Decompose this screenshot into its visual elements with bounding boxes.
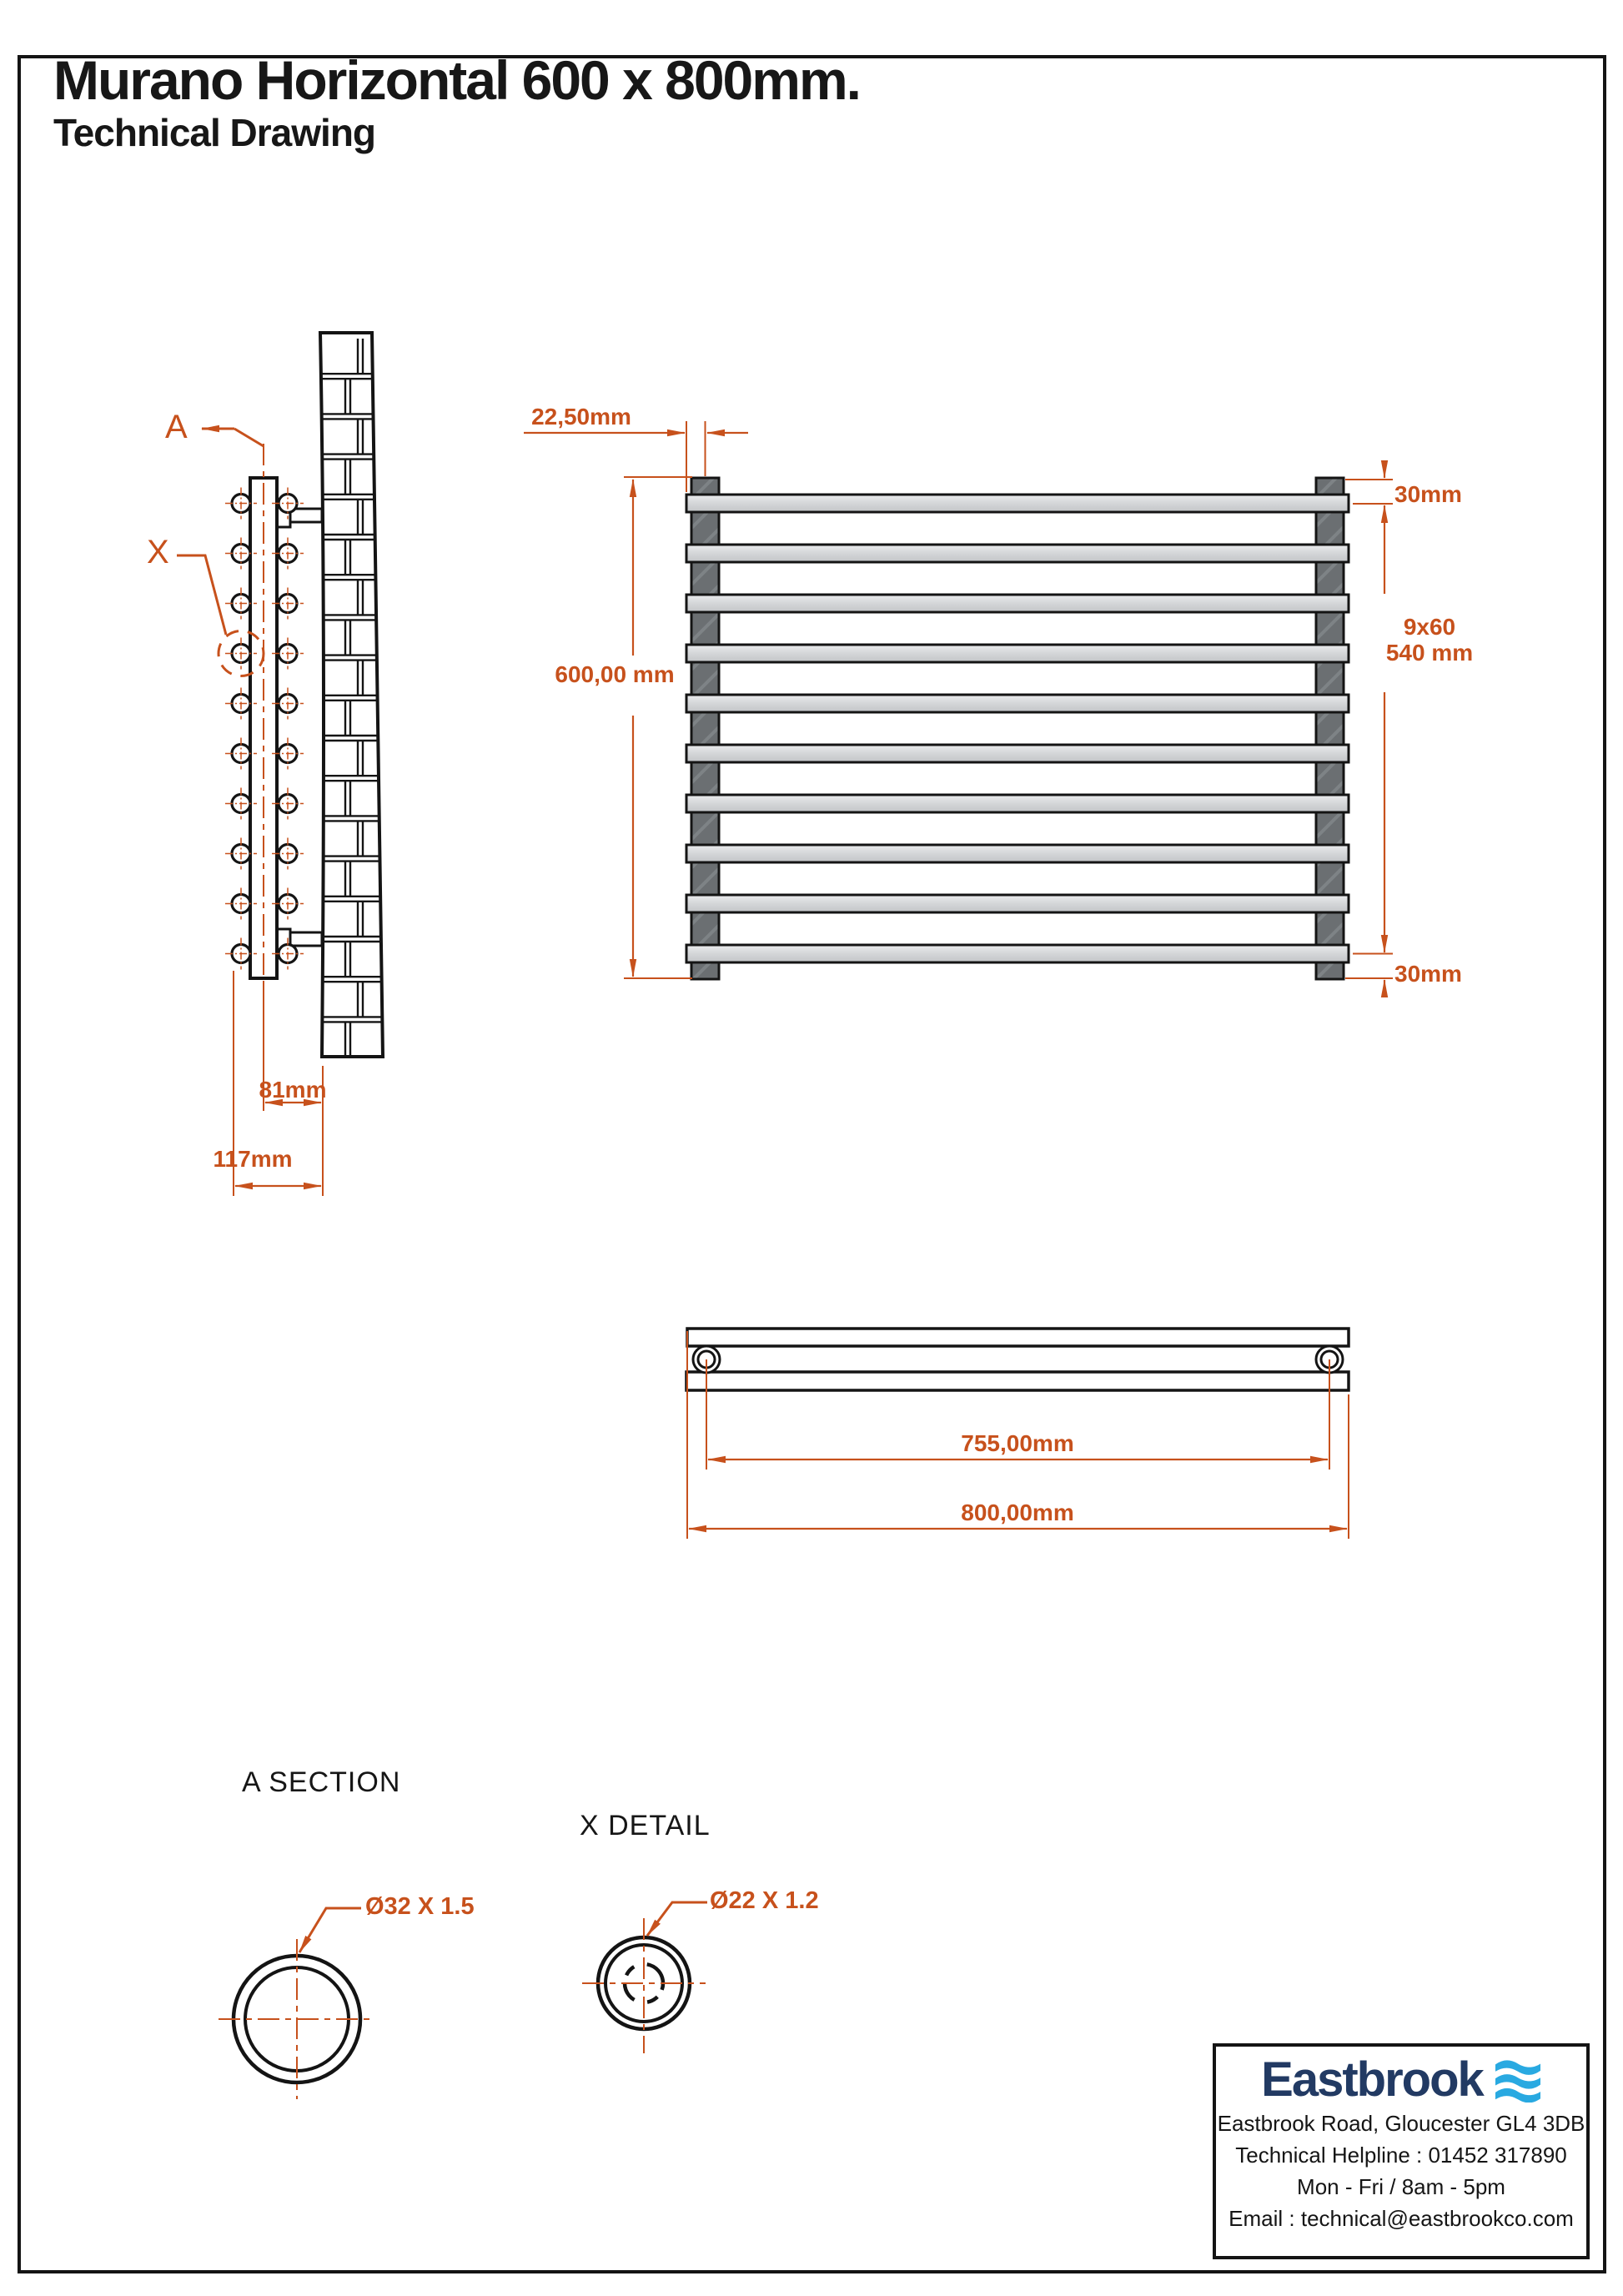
dim-600-lines xyxy=(624,477,692,978)
plan-manifold xyxy=(686,1372,1349,1390)
dim-30-bottom-label: 30mm xyxy=(1394,961,1462,987)
footer-hours: Mon - Fri / 8am - 5pm xyxy=(1297,2174,1505,2199)
footer-email: Email : technical@eastbrookco.com xyxy=(1229,2206,1574,2231)
dim-800-label: 800,00mm xyxy=(961,1500,1074,1525)
page-title: Murano Horizontal 600 x 800mm. xyxy=(53,49,860,111)
side-view-drawing xyxy=(177,333,387,1196)
dim-9x60-label xyxy=(1346,614,1513,666)
dim-755-label: 755,00mm xyxy=(961,1430,1074,1456)
dim-9x60-line1: 9x60 xyxy=(1403,614,1456,640)
eastbrook-logo xyxy=(1216,2052,1586,2108)
section-a-title: A SECTION xyxy=(242,1766,401,1798)
waves-icon xyxy=(1495,2057,1541,2103)
section-a-drawing xyxy=(219,1908,375,2099)
detail-x-marker: X xyxy=(147,534,169,570)
plan-bar xyxy=(687,1329,1349,1346)
dim-2250-label: 22,50mm xyxy=(531,404,631,430)
dim-30-top-label: 30mm xyxy=(1394,481,1462,507)
section-tube-size-label: Ø32 X 1.5 xyxy=(365,1893,475,1920)
page-subtitle: Technical Drawing xyxy=(53,111,376,154)
section-a-leader xyxy=(202,429,264,446)
detail-x-leader xyxy=(177,555,226,635)
brand-name: Eastbrook xyxy=(1261,2052,1483,2107)
detail-tube-size-label: Ø22 X 1.2 xyxy=(710,1887,819,1914)
detail-x-title: X DETAIL xyxy=(580,1810,711,1841)
detail-x-drawing xyxy=(582,1902,707,2053)
dim-81-label: 81mm xyxy=(259,1077,327,1103)
section-a-marker: A xyxy=(165,409,188,445)
dim-117-label: 117mm xyxy=(213,1146,293,1172)
horizontal-bars xyxy=(686,495,1349,962)
dim-600-label: 600,00 mm xyxy=(555,661,675,687)
footer-address: Eastbrook Road, Gloucester GL4 3DB xyxy=(1217,2111,1585,2136)
front-view-drawing xyxy=(524,421,1393,994)
company-info-box xyxy=(1213,2043,1590,2259)
dim-9x60-line2: 540 mm xyxy=(1385,640,1474,666)
dim-right-lines xyxy=(1345,464,1393,994)
footer-helpline: Technical Helpline : 01452 317890 xyxy=(1235,2143,1567,2168)
